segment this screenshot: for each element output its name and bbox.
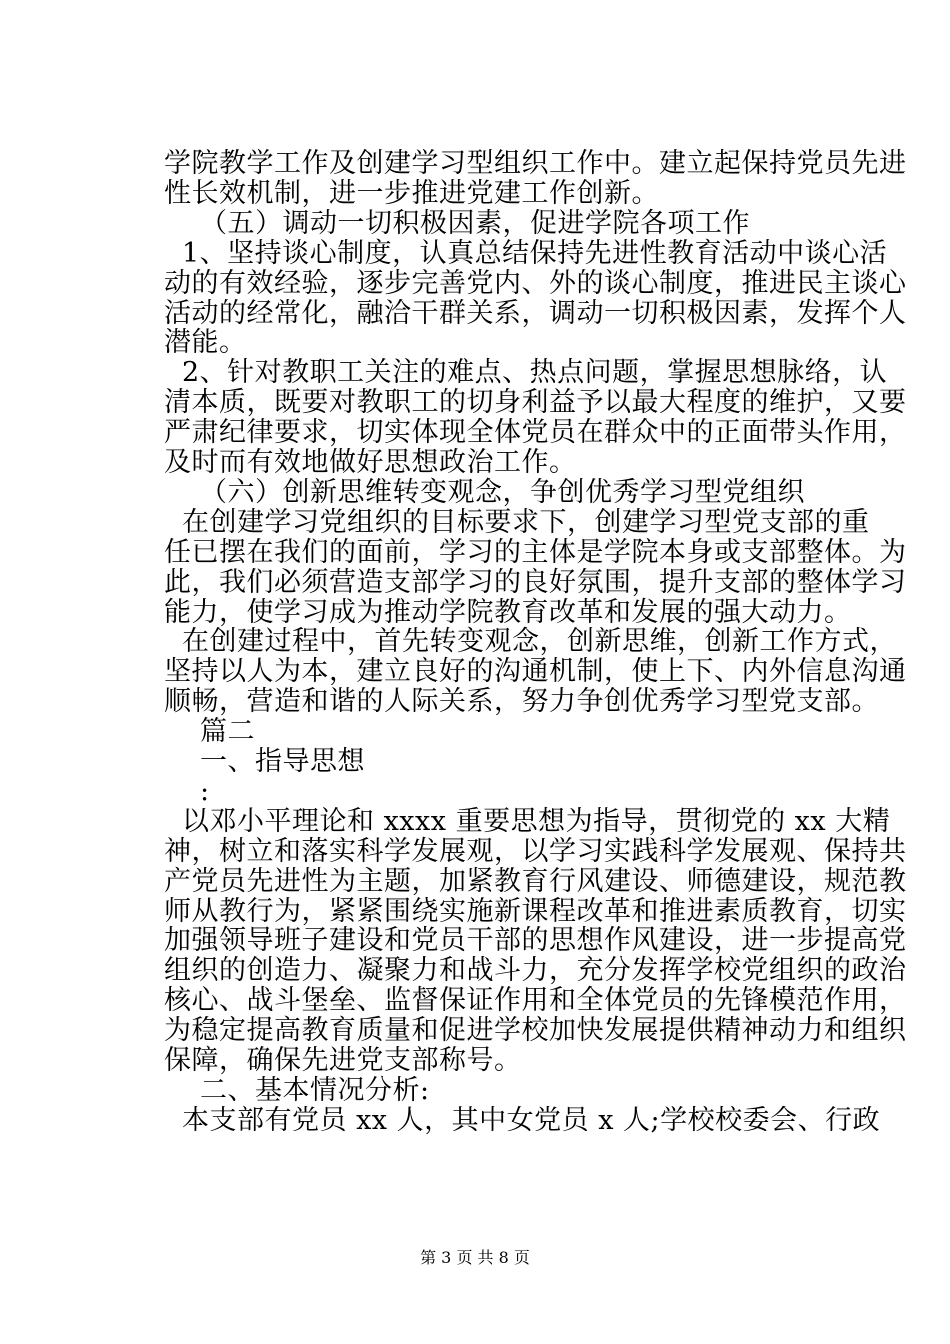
body-text-line: : bbox=[200, 775, 210, 807]
body-text-line: 活动的经常化，融洽干群关系，调动一切积极因素，发挥个人 bbox=[164, 297, 907, 329]
body-text-line: （五）调动一切积极因素，促进学院各项工作 bbox=[200, 207, 750, 239]
body-text-line: 本支部有党员 xx 人，其中女党员 x 人;学校校委会、行政 bbox=[182, 1104, 881, 1136]
body-text-line: 坚持以人为本，建立良好的沟通机制，使上下、内外信息沟通 bbox=[164, 656, 907, 688]
body-text-line: 神，树立和落实科学发展观，以学习实践科学发展观、保持共 bbox=[164, 835, 907, 867]
body-text-line: 一、指导思想 bbox=[200, 746, 365, 777]
body-text-line: 师从教行为，紧紧围绕实施新课程改革和推进素质教育，切实 bbox=[164, 895, 907, 927]
body-text-line: 动的有效经验，逐步完善党内、外的谈心制度，推进民主谈心 bbox=[164, 267, 907, 299]
body-text-line: 任已摆在我们的面前，学习的主体是学院本身或支部整体。为 bbox=[164, 536, 907, 568]
body-text-line: （六）创新思维转变观念，争创优秀学习型党组织 bbox=[200, 476, 805, 508]
body-text-line: 2、针对教职工关注的难点、热点问题，掌握思想脉络，认 bbox=[182, 357, 888, 389]
body-text-line: 在创建学习党组织的目标要求下，创建学习型党支部的重 bbox=[182, 506, 870, 538]
page-footer: 第 3 页 共 8 页 bbox=[420, 1248, 530, 1267]
body-text-line: 性长效机制，进一步推进党建工作创新。 bbox=[164, 177, 659, 209]
body-text-line: 产党员先进性为主题，加紧教育行风建设、师德建设，规范教 bbox=[164, 865, 907, 897]
body-text-line: 加强领导班子建设和党员干部的思想作风建设，进一步提高党 bbox=[164, 925, 907, 957]
body-text-line: 严肃纪律要求，切实体现全体党员在群众中的正面带头作用， bbox=[164, 417, 907, 449]
body-text-line: 学院教学工作及创建学习型组织工作中。建立起保持党员先进 bbox=[164, 148, 907, 179]
body-text-line: 此，我们必须营造支部学习的良好氛围，提升支部的整体学习 bbox=[164, 566, 907, 598]
body-text-line: 核心、战斗堡垒、监督保证作用和全体党员的先锋模范作用， bbox=[164, 985, 907, 1017]
body-text-line: 保障，确保先进党支部称号。 bbox=[164, 1045, 522, 1076]
body-text-line: 在创建过程中，首先转变观念，创新思维，创新工作方式， bbox=[182, 626, 897, 658]
body-text-line: 1、坚持谈心制度，认真总结保持先进性教育活动中谈心活 bbox=[182, 237, 888, 269]
body-text-line: 潜能。 bbox=[164, 327, 247, 359]
body-text-line: 篇二 bbox=[200, 716, 255, 748]
body-text-line: 组织的创造力、凝聚力和战斗力，充分发挥学校党组织的政治 bbox=[164, 955, 907, 987]
body-text-line: 能力，使学习成为推动学院教育改革和发展的强大动力。 bbox=[164, 596, 852, 628]
body-text-line: 以邓小平理论和 xxxx 重要思想为指导，贯彻党的 xx 大精 bbox=[182, 805, 891, 837]
body-text-line: 为稳定提高教育质量和促进学校加快发展提供精神动力和组织 bbox=[164, 1015, 907, 1047]
body-text-line: 清本质，既要对教职工的切身利益予以最大程度的维护，又要 bbox=[164, 387, 907, 419]
body-text-line: 及时而有效地做好思想政治工作。 bbox=[164, 447, 577, 478]
body-text-line: 顺畅，营造和谐的人际关系，努力争创优秀学习型党支部。 bbox=[164, 686, 879, 718]
body-text-line: 二、基本情况分析: bbox=[200, 1074, 430, 1106]
